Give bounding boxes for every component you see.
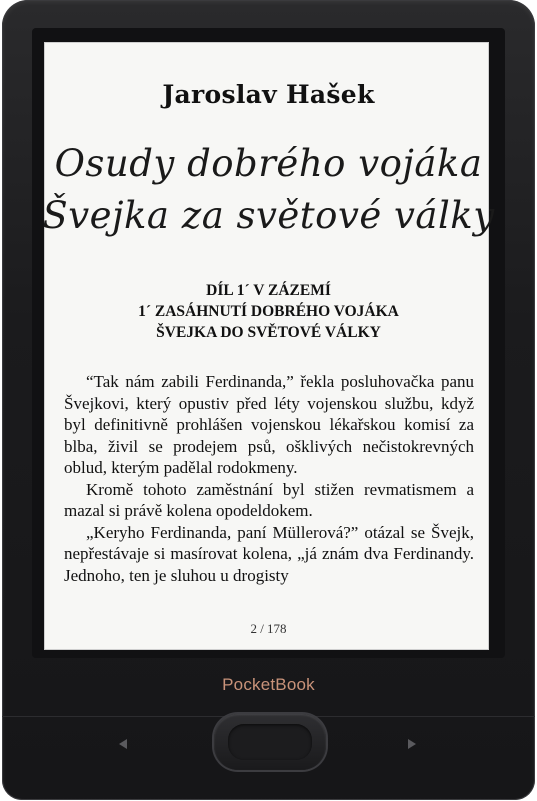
book-title-line-2: Švejka za světové války (42, 194, 495, 237)
paragraph: Kromě tohoto zaměstnání byl stižen revmatismem a mazal si právě kolena opodeldokem. (64, 479, 474, 520)
triangle-left-icon[interactable] (119, 739, 127, 749)
paragraph: „Keryho Ferdinanda, paní Müllerová?” otázal se Švejk, nepřestávaje si masírovat kolena, „já znám dva Ferdinandy. Jednoho, ten je sluhou u drogisty (64, 522, 474, 585)
home-button[interactable] (214, 714, 326, 770)
chapter-heading (0, 280, 537, 343)
book-title-line-1: Osudy dobrého vojáka (54, 142, 483, 185)
book-title (0, 138, 537, 242)
page-indicator: 2 / 178 (250, 621, 287, 636)
triangle-right-icon[interactable] (408, 739, 416, 749)
book-body-text[interactable] (64, 371, 474, 586)
chapter-heading-line-2: 1´ ZASÁHNUTÍ DOBRÉHO VOJÁKA (138, 303, 399, 320)
home-button-face (228, 724, 312, 760)
chapter-heading-line-3: ŠVEJKA DO SVĚTOVÉ VÁLKY (156, 324, 381, 341)
pocketbook-logo: PocketBook (222, 675, 315, 694)
paragraph: “Tak nám zabili Ferdinanda,” řekla posluhovačka panu Švejkovi, který opustiv před léty vojenskou službu, když byl definitivně prohlášen vojenskou lékařskou komisí za blba, živil se prodejem psů, ošklivých nečistokrevných oblud, kterým padělal rodokmeny. (64, 372, 474, 477)
chapter-heading-line-1: DÍL 1´ V ZÁZEMÍ (206, 282, 331, 299)
book-author: Jaroslav Hašek (162, 80, 375, 109)
